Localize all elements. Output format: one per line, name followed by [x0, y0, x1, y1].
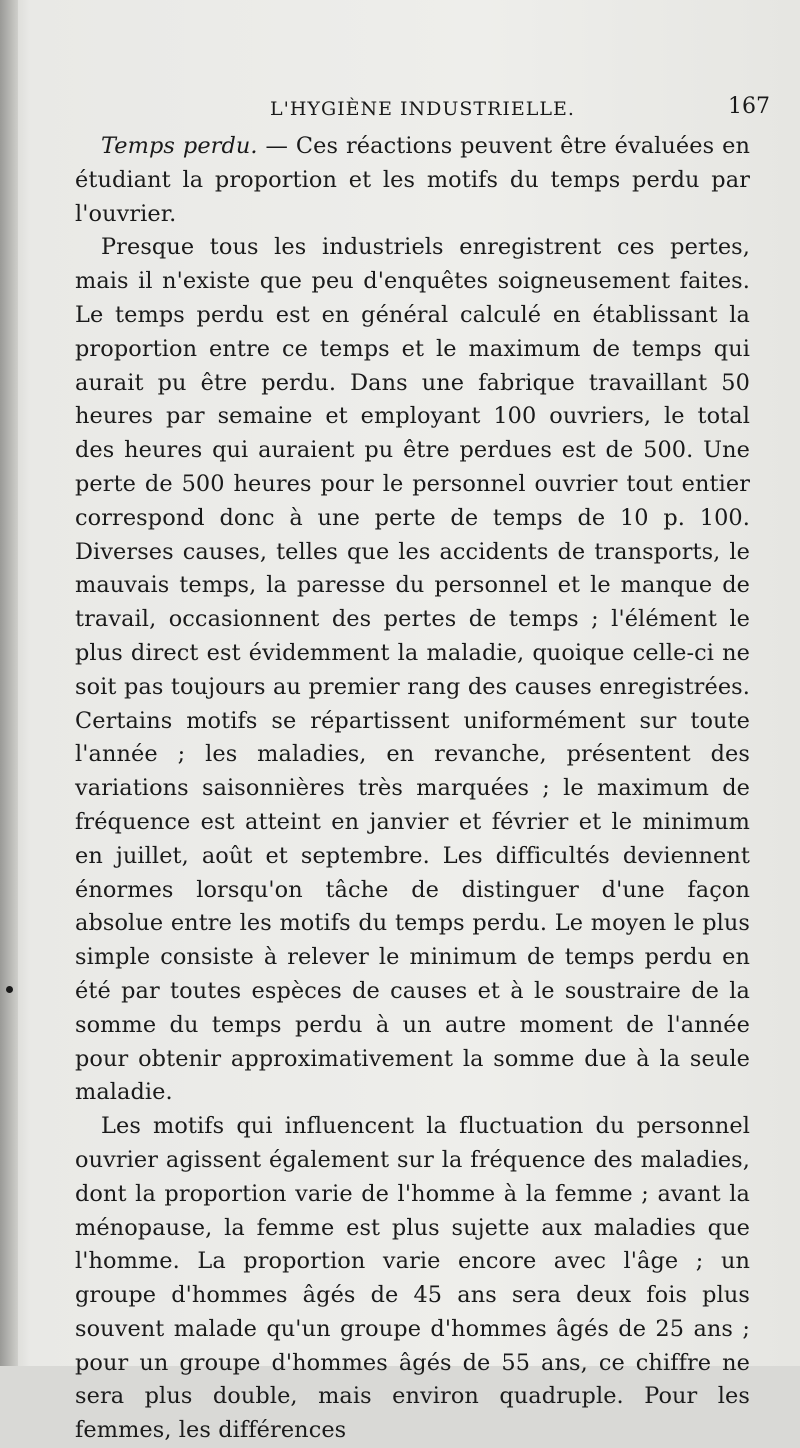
paragraph-2: Presque tous les industriels enregistrent ces pertes, mais il n'existe que peu d'enquêtes soigneusement faites. Le temps perdu est en général calculé en établissant la proportion entre ce temps et le maximum de temps qui aurait pu être perdu. Dans une fabrique travaillant 50 heures par semaine et employant 100 ouvriers, le total des heures qui auraient pu être perdues est de 500. Une perte de 500 heures pour le personnel ouvrier tout entier correspond donc à une perte de temps de 10 p. 100. Diverses causes, telles que les accidents de transports, le mauvais temps, la paresse du personnel et le manque de travail, occasionnent des pertes de temps ; l'élément le plus direct est évidemment la maladie, quoique celle-ci ne soit pas toujours au premier rang des causes enregistrées. Certains motifs se répartissent uniformément sur toute l'année ; les maladies, en revanche, présentent des variations saisonnières très marquées ; le maximum de fréquence est atteint en janvier et février et le minimum en juillet, août et septembre. Les difficultés deviennent énormes lorsqu'on tâche de distinguer d'une façon absolue entre les motifs du temps perdu. Le moyen le plus simple consiste à relever le minimum de temps perdu en été par toutes espèces de causes et à le soustraire de la somme du temps perdu à un autre moment de l'année pour obtenir approximativement la somme due à la seule maladie.	[75, 234, 750, 1106]
page-gutter-shadow	[0, 0, 18, 1366]
paragraph-3: Les motifs qui influencent la fluctuation du personnel ouvrier agissent également sur la fréquence des maladies, dont la proportion varie de l'homme à la femme ; avant la ménopause, la femme est plus sujette aux maladies que l'homme. La proportion varie encore avec l'âge ; un groupe d'hommes âgés de 45 ans sera deux fois plus souvent malade qu'un groupe d'hommes âgés de 25 ans ; pour un groupe d'hommes âgés de 55 ans, ce chiffre ne sera plus double, mais environ quadruple. Pour les femmes, les différences	[75, 1113, 750, 1444]
paragraph-lead-title: Temps perdu.	[101, 133, 258, 159]
page-body	[75, 130, 750, 1448]
page-header	[80, 90, 770, 130]
paragraph-1	[75, 130, 750, 231]
paragraph-1-text: — Ces réactions peuvent être évaluées en étudiant la proportion et les motifs du temps perdu par l'ouvrier.	[75, 133, 750, 227]
margin-ink-dot	[6, 986, 13, 993]
running-title: L'HYGIÈNE INDUSTRIELLE.	[270, 98, 575, 120]
page-number: 167	[728, 94, 770, 119]
